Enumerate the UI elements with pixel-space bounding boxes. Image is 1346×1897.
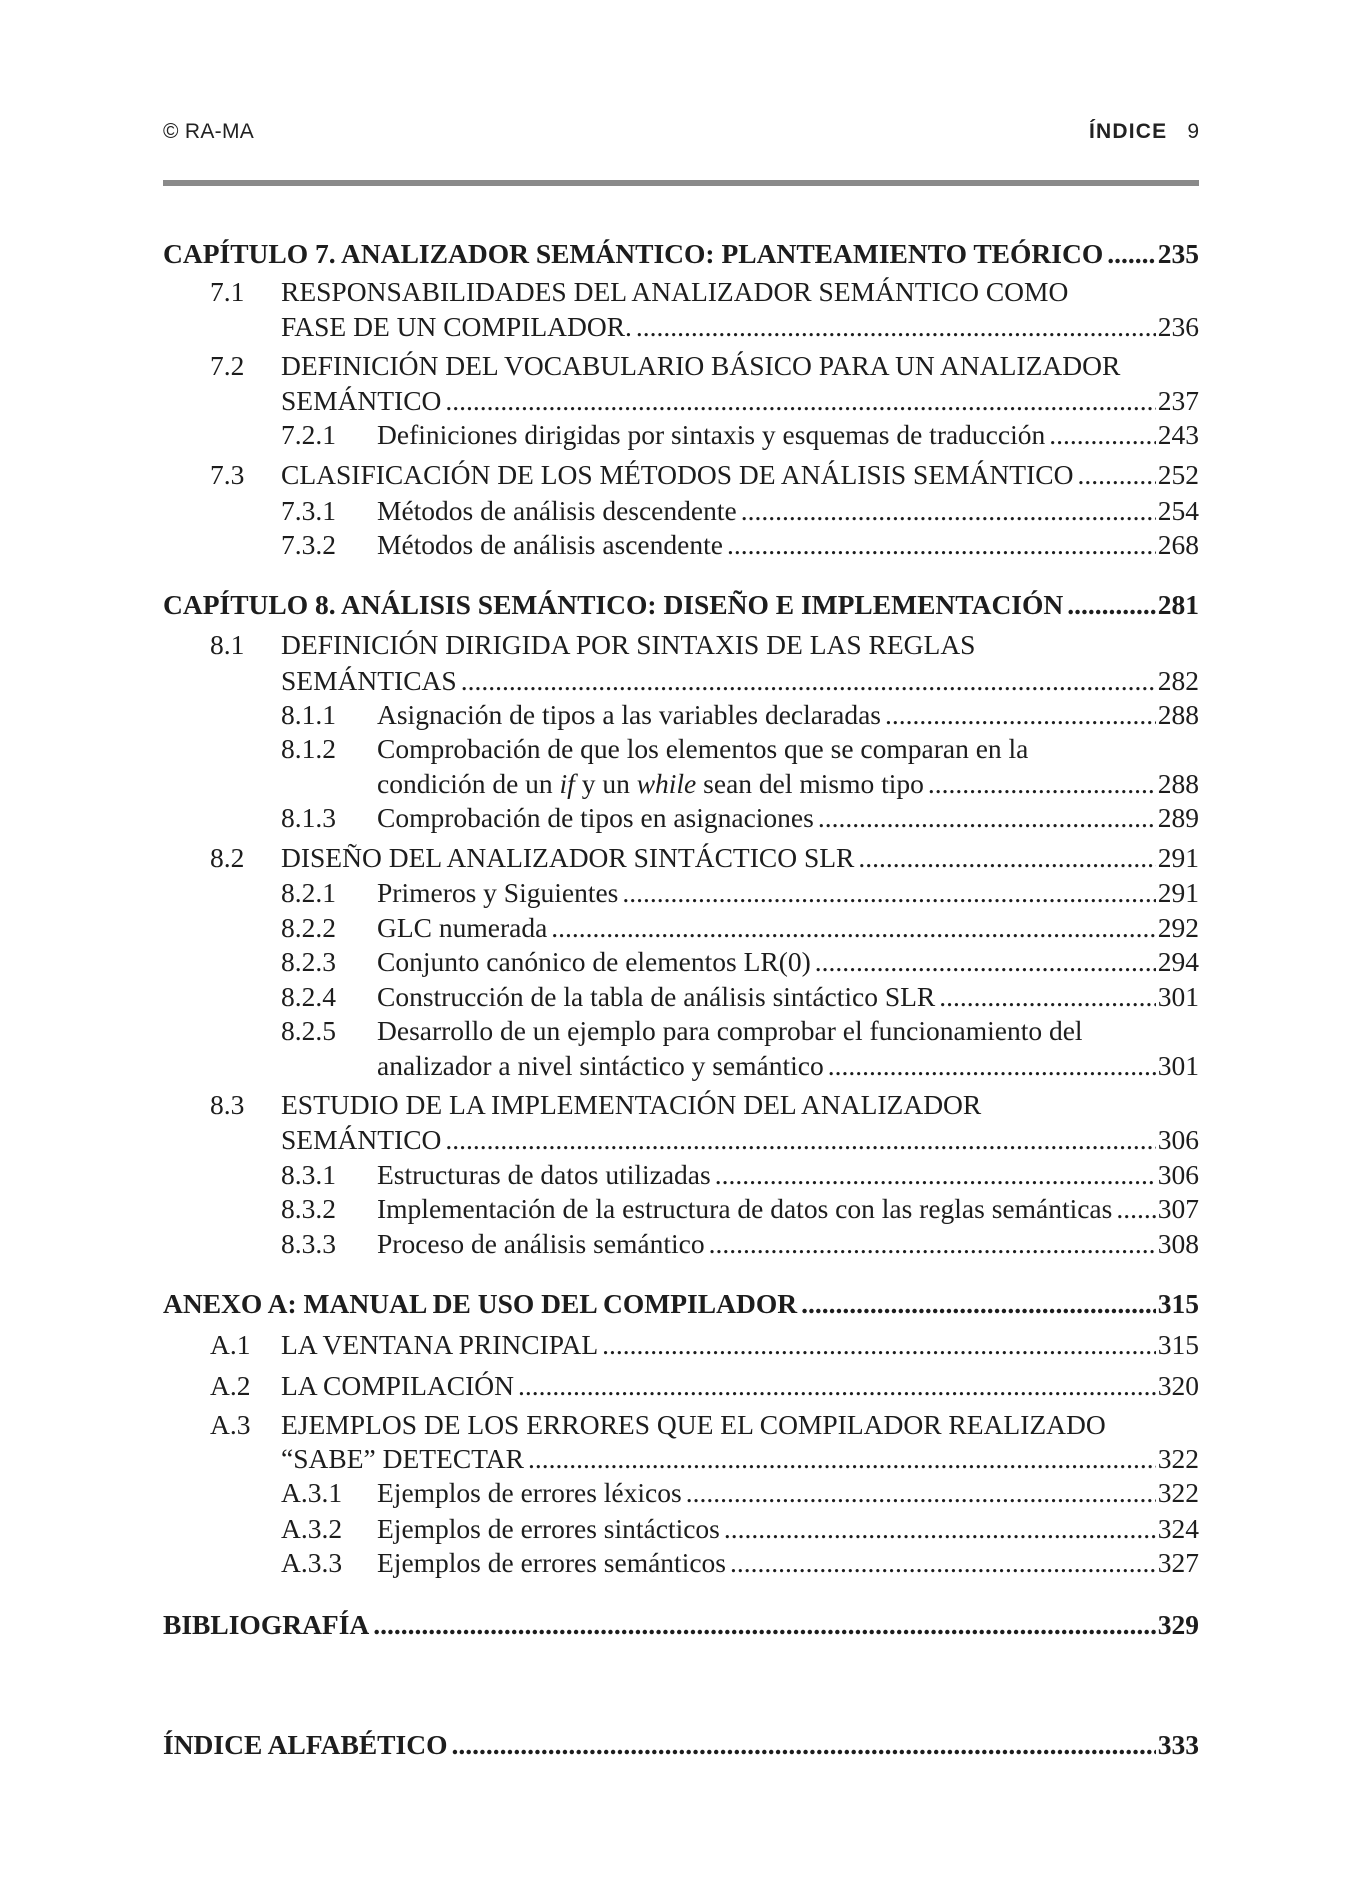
toc-entry-7-3-2 [281,527,1199,562]
dot-leader [445,383,1155,418]
section-title-line: SEMÁNTICAS [281,665,457,696]
dot-leader [528,1441,1156,1476]
page-number: 324 [1157,1513,1199,1544]
page-number: 281 [1157,589,1199,620]
section-title-line: FASE DE UN COMPILADOR. [281,311,632,342]
toc-entry-7-2 [210,348,1199,383]
page-number: 252 [1157,459,1199,490]
dot-leader [445,1122,1155,1157]
toc-entry-8-1-continued [281,663,1199,698]
toc-chapter-8 [163,587,1199,622]
toc-entry-8-2-4 [281,979,1199,1014]
subsection-title: Métodos de análisis descendente [377,495,737,526]
dot-leader [602,1327,1156,1362]
page-number: 306 [1157,1124,1199,1155]
back-matter-title: BIBLIOGRAFÍA [163,1609,370,1640]
section-number: 8.1 [210,629,245,660]
section-title-line: DEFINICIÓN DIRIGIDA POR SINTAXIS DE LAS REGLAS [281,629,976,660]
section-number: 7.2 [210,350,245,381]
toc-entry-8-1-1 [281,697,1199,732]
toc-entry-7-3-1 [281,493,1199,528]
toc-entry-8-1 [210,627,1199,662]
running-header-title: ÍNDICE [1088,120,1168,143]
toc-entry-8-3-continued [281,1122,1199,1157]
page-number: 294 [1157,946,1199,977]
section-title-line: RESPONSABILIDADES DEL ANALIZADOR SEMÁNTICO COMO [281,276,1069,307]
page-number: 282 [1157,665,1199,696]
toc-entry-8-1-3 [281,800,1199,835]
toc-entry-8-3-1 [281,1157,1199,1192]
page-number: 288 [1157,699,1199,730]
section-number: A.2 [210,1370,251,1401]
subsection-title: Ejemplos de errores sintácticos [377,1513,720,1544]
dot-leader [551,910,1155,945]
section-number: 8.3 [210,1089,245,1120]
page-number: 322 [1157,1443,1199,1474]
header-rule [163,180,1199,186]
dot-leader [818,800,1156,835]
subsection-title-line: Comprobación de que los elementos que se comparan en la [377,733,1029,764]
toc-entry-a-3-1 [281,1475,1199,1510]
subsection-number: A.3.3 [281,1547,343,1578]
page-number: 329 [1157,1609,1199,1640]
copyright-header: © RA-MA [163,120,255,143]
page-number: 308 [1157,1228,1199,1259]
dot-leader [1077,457,1155,492]
toc-entry-a-3 [210,1407,1199,1442]
dot-leader [451,1727,1155,1762]
toc-entry-8-2-5 [281,1013,1199,1048]
title-text: condición de un [377,768,560,799]
section-title: CLASIFICACIÓN DE LOS MÉTODOS DE ANÁLISIS SEMÁNTICO [281,459,1074,490]
toc-entry-7-2-1 [281,417,1199,452]
toc-annex-a [163,1286,1199,1321]
page-number: 236 [1157,311,1199,342]
subsection-number: 8.2.2 [281,912,336,943]
toc-entry-7-3 [210,457,1199,492]
toc-entry-8-2-5-continued [377,1048,1199,1083]
title-text: sean del mismo tipo [696,768,924,799]
section-title-line: SEMÁNTICO [281,1124,442,1155]
subsection-number: 8.2.3 [281,946,336,977]
toc-entry-7-2-continued [281,383,1199,418]
section-number: 7.1 [210,276,245,307]
page-number: 237 [1157,385,1199,416]
page-number: 301 [1157,981,1199,1012]
subsection-title: Asignación de tipos a las variables declaradas [377,699,881,730]
toc-bibliography [163,1607,1199,1642]
dot-leader [928,766,1156,801]
page-number: 322 [1157,1477,1199,1508]
title-text: y un [574,768,637,799]
subsection-number: 8.3.1 [281,1159,336,1190]
page-number: 235 [1157,238,1199,269]
dot-leader [741,493,1156,528]
section-title: DISEÑO DEL ANALIZADOR SINTÁCTICO SLR [281,842,855,873]
subsection-title: Implementación de la estructura de datos con las reglas semánticas [377,1193,1113,1224]
dot-leader [801,1286,1156,1321]
dot-leader [858,840,1155,875]
toc-entry-8-3-3 [281,1226,1199,1261]
subsection-title: Definiciones dirigidas por sintaxis y esquemas de traducción [377,419,1046,450]
subsection-number: 8.1.3 [281,802,336,833]
subsection-title: Proceso de análisis semántico [377,1228,705,1259]
toc-entry-a-2 [210,1368,1199,1403]
subsection-number: A.3.2 [281,1513,343,1544]
back-matter-title: ÍNDICE ALFABÉTICO [163,1729,448,1760]
dot-leader [939,979,1155,1014]
dot-leader [636,309,1156,344]
subsection-title-line: Desarrollo de un ejemplo para comprobar el funcionamiento del [377,1015,1083,1046]
subsection-number: 8.2.5 [281,1015,336,1046]
page-number: 254 [1157,495,1199,526]
page-number: 315 [1157,1288,1199,1319]
subsection-title: GLC numerada [377,912,548,943]
section-title-line: SEMÁNTICO [281,385,442,416]
dot-leader [730,1545,1156,1580]
toc-entry-8-1-2 [281,731,1199,766]
subsection-number: 8.3.2 [281,1193,336,1224]
subsection-number: 8.2.1 [281,877,336,908]
subsection-title: Estructuras de datos utilizadas [377,1159,711,1190]
dot-leader [709,1226,1156,1261]
subsection-title: Construcción de la tabla de análisis sintáctico SLR [377,981,936,1012]
section-number: A.1 [210,1329,251,1360]
toc-entry-7-1 [210,274,1199,309]
subsection-title: Ejemplos de errores semánticos [377,1547,726,1578]
toc-entry-a-1 [210,1327,1199,1362]
subsection-title: Conjunto canónico de elementos LR(0) [377,946,811,977]
chapter-title: CAPÍTULO 8. ANÁLISIS SEMÁNTICO: DISEÑO E IMPLEMENTACIÓN [163,589,1064,620]
toc-entry-8-2 [210,840,1199,875]
subsection-title: Ejemplos de errores léxicos [377,1477,682,1508]
subsection-number: A.3.1 [281,1477,343,1508]
subsection-title: Métodos de análisis ascendente [377,529,723,560]
page-number: 327 [1157,1547,1199,1578]
running-header [1089,119,1199,145]
page-number: 291 [1157,877,1199,908]
subsection-number: 8.2.4 [281,981,336,1012]
page-number: 320 [1157,1370,1199,1401]
toc-entry-8-2-2 [281,910,1199,945]
italic-keyword: if [559,768,575,799]
dot-leader [1067,587,1156,622]
subsection-title: Primeros y Siguientes [377,877,619,908]
dot-leader [686,1475,1156,1510]
toc-entry-8-3 [210,1087,1199,1122]
toc-alphabetical-index [163,1727,1199,1762]
section-number: 7.3 [210,459,245,490]
dot-leader [373,1607,1155,1642]
dot-leader [1107,236,1156,271]
toc-entry-a-3-continued [281,1441,1199,1476]
subsection-number: 8.3.3 [281,1228,336,1259]
toc-entry-a-3-2 [281,1511,1199,1546]
toc-chapter-7 [163,236,1199,271]
chapter-title: CAPÍTULO 7. ANALIZADOR SEMÁNTICO: PLANTEAMIENTO TEÓRICO [163,238,1104,269]
subsection-number: 8.1.1 [281,699,336,730]
section-number: A.3 [210,1409,251,1440]
subsection-title: Comprobación de tipos en asignaciones [377,802,814,833]
section-title: LA VENTANA PRINCIPAL [281,1329,599,1360]
dot-leader [885,697,1156,732]
section-title-line: “SABE” DETECTAR [281,1443,524,1474]
page-number: 307 [1157,1193,1199,1224]
page-number: 268 [1157,529,1199,560]
dot-leader [724,1511,1156,1546]
page-number: 301 [1157,1050,1199,1081]
toc-entry-8-3-2 [281,1191,1199,1226]
subsection-number: 7.3.1 [281,495,336,526]
dot-leader [828,1048,1156,1083]
dot-leader [727,527,1156,562]
dot-leader [1049,417,1156,452]
dot-leader [461,663,1156,698]
page-number: 288 [1157,768,1199,799]
subsection-number: 7.2.1 [281,419,336,450]
section-number: 8.2 [210,842,245,873]
subsection-number: 8.1.2 [281,733,336,764]
dot-leader [1116,1191,1155,1226]
page-number: 333 [1157,1729,1199,1760]
toc-entry-a-3-3 [281,1545,1199,1580]
subsection-title-line: analizador a nivel sintáctico y semántico [377,1050,824,1081]
section-title: LA COMPILACIÓN [281,1370,514,1401]
dot-leader [715,1157,1156,1192]
toc-entry-8-2-1 [281,875,1199,910]
subsection-title-line [377,766,924,801]
italic-keyword: while [636,768,697,799]
toc-entry-8-1-2-continued [377,766,1199,801]
page-number: 243 [1157,419,1199,450]
section-title-line: DEFINICIÓN DEL VOCABULARIO BÁSICO PARA UN ANALIZADOR [281,350,1121,381]
dot-leader [815,944,1156,979]
chapter-title: ANEXO A: MANUAL DE USO DEL COMPILADOR [163,1288,798,1319]
dot-leader [518,1368,1156,1403]
section-title-line: EJEMPLOS DE LOS ERRORES QUE EL COMPILADOR REALIZADO [281,1409,1106,1440]
subsection-number: 7.3.2 [281,529,336,560]
page-number: 315 [1157,1329,1199,1360]
page-number: 291 [1157,842,1199,873]
page-number: 306 [1157,1159,1199,1190]
running-header-page-number: 9 [1187,120,1199,143]
toc-entry-7-1-continued [281,309,1199,344]
toc-entry-8-2-3 [281,944,1199,979]
page-number: 292 [1157,912,1199,943]
dot-leader [622,875,1155,910]
section-title-line: ESTUDIO DE LA IMPLEMENTACIÓN DEL ANALIZADOR [281,1089,982,1120]
page-number: 289 [1157,802,1199,833]
